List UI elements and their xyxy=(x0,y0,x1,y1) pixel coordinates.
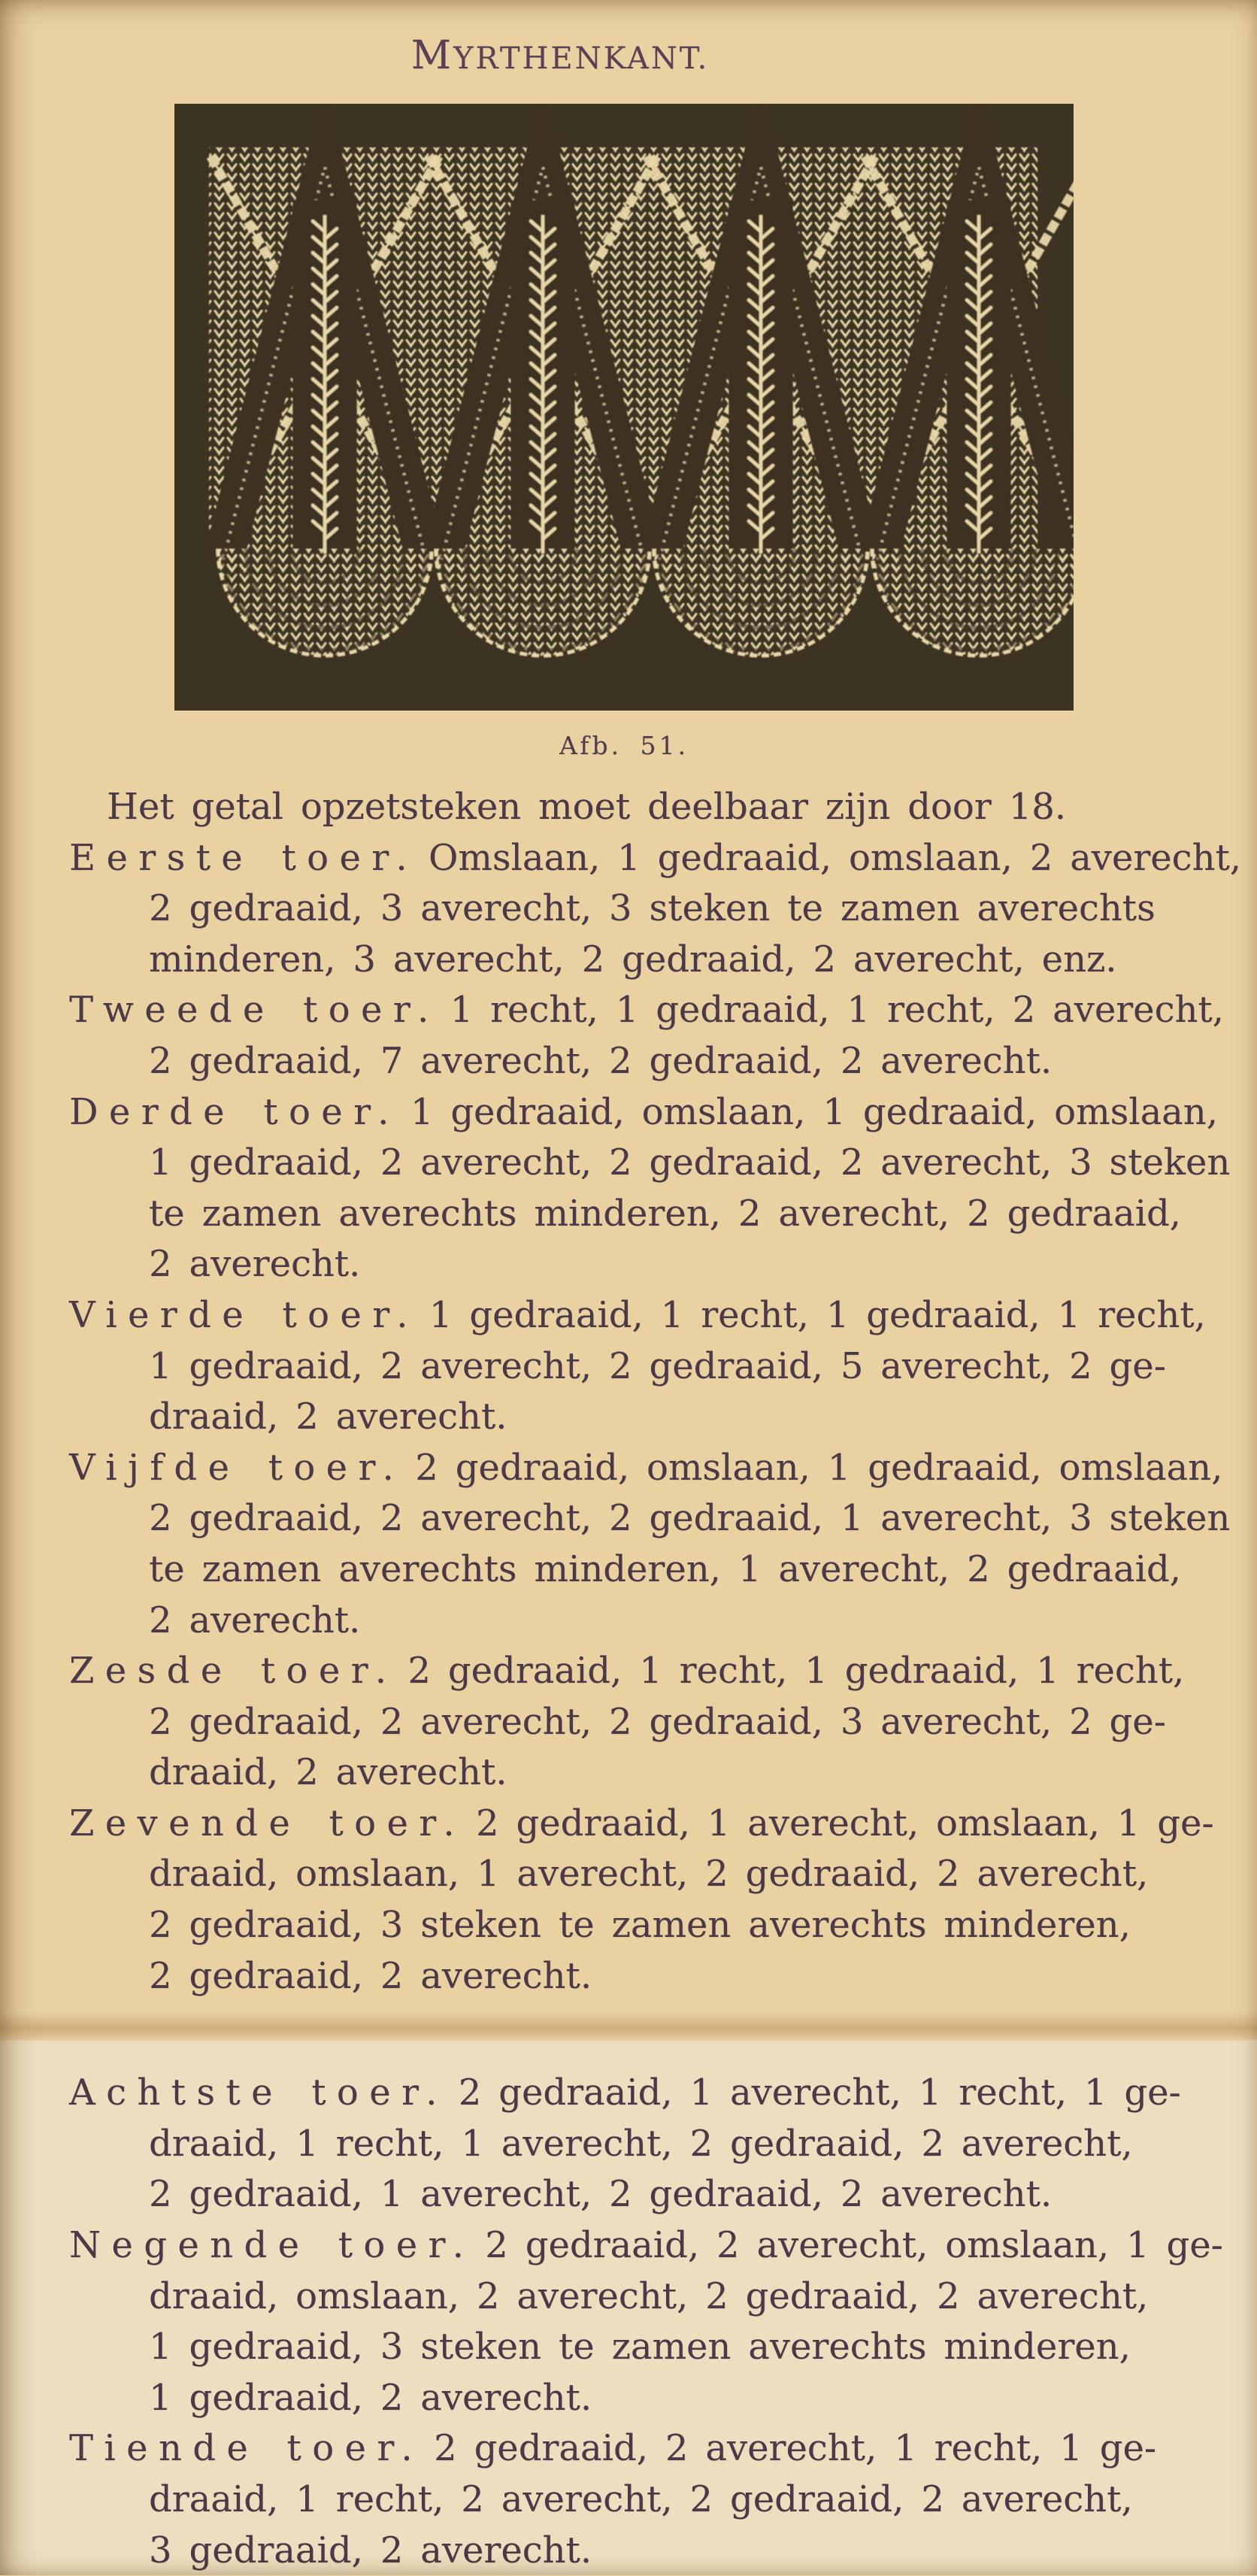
round-line: 3 gedraaid, 2 averecht. xyxy=(149,2529,592,2571)
toer-heading: Zesde toer. xyxy=(69,1650,398,1693)
round-line: draaid, 2 averecht. xyxy=(149,1751,507,1794)
rounds-container xyxy=(69,833,1242,2576)
round-line: 2 gedraaid, 2 averecht, 2 gedraaid, 1 averecht, 3 steken xyxy=(149,1497,1231,1540)
round-line: 2 gedraaid, 7 averecht, 2 gedraaid, 2 averecht. xyxy=(149,1039,1053,1082)
figure-caption: Afb. 51. xyxy=(559,731,689,760)
round-line: Tweede toer. 1 recht, 1 gedraaid, 1 recht, 2 averecht, xyxy=(69,989,1224,1032)
page-title: MYRTHENKANT. xyxy=(410,33,710,78)
toer-heading: Vierde toer. xyxy=(69,1293,419,1336)
round-paragraph xyxy=(69,985,1224,1086)
round-line: Tiende toer. 2 gedraaid, 2 averecht, 1 recht, 1 ge- xyxy=(69,2427,1157,2470)
round-line: Negende toer. 2 gedraaid, 2 averecht, omslaan, 1 ge- xyxy=(69,2224,1223,2267)
round-line: draaid, omslaan, 2 averecht, 2 gedraaid, 2 averecht, xyxy=(149,2274,1149,2317)
round-line: te zamen averechts minderen, 1 averecht, 2 gedraaid, xyxy=(149,1547,1181,1590)
pattern-instructions xyxy=(69,782,1242,2576)
toer-heading: Vijfde toer. xyxy=(69,1446,405,1489)
round-line: te zamen averechts minderen, 2 averecht, 2 gedraaid, xyxy=(149,1192,1181,1235)
round-paragraph xyxy=(69,2423,1218,2576)
round-line: 1 gedraaid, 2 averecht, 2 gedraaid, 5 averecht, 2 ge- xyxy=(149,1344,1166,1387)
round-paragraph xyxy=(69,1646,1218,1799)
round-line: 2 averecht. xyxy=(149,1599,361,1641)
round-paragraph xyxy=(69,2068,1218,2220)
round-line: draaid, 1 recht, 1 averecht, 2 gedraaid, 2 averecht, xyxy=(149,2122,1133,2165)
toer-heading: Tweede toer. xyxy=(69,989,440,1032)
toer-heading: Negende toer. xyxy=(69,2224,475,2267)
toer-heading: Zevende toer. xyxy=(69,1802,465,1844)
toer-heading: Derde toer. xyxy=(69,1090,400,1133)
toer-heading: Tiende toer. xyxy=(69,2427,424,2470)
round-line: Zevende toer. 2 gedraaid, 1 averecht, omslaan, 1 ge- xyxy=(69,1802,1214,1844)
round-line: 2 gedraaid, 2 averecht. xyxy=(149,1954,592,1997)
intro-line: Het getal opzetsteken moet deelbaar zijn door 18. xyxy=(107,786,1067,828)
round-line: draaid, omslaan, 1 averecht, 2 gedraaid, 2 averecht, xyxy=(149,1853,1149,1896)
round-line: 2 gedraaid, 2 averecht, 2 gedraaid, 3 averecht, 2 ge- xyxy=(149,1700,1166,1743)
round-line: 1 gedraaid, 2 averecht, 2 gedraaid, 2 averecht, 3 steken xyxy=(149,1141,1231,1184)
round-line: Derde toer. 1 gedraaid, omslaan, 1 gedraaid, omslaan, xyxy=(69,1090,1218,1133)
round-line: Zesde toer. 2 gedraaid, 1 recht, 1 gedraaid, 1 recht, xyxy=(69,1650,1185,1693)
round-paragraph xyxy=(69,2220,1223,2423)
round-paragraph xyxy=(69,1087,1231,1290)
round-line: Vierde toer. 1 gedraaid, 1 recht, 1 gedraaid, 1 recht, xyxy=(69,1293,1206,1336)
round-paragraph xyxy=(69,1443,1231,1646)
toer-heading: Achtste toer. xyxy=(69,2071,448,2114)
round-line: 1 gedraaid, 2 averecht. xyxy=(149,2376,592,2419)
round-line: minderen, 3 averecht, 2 gedraaid, 2 averecht, enz. xyxy=(149,938,1117,980)
round-line: draaid, 1 recht, 2 averecht, 2 gedraaid, 2 averecht, xyxy=(149,2478,1133,2520)
round-paragraph xyxy=(69,1799,1218,2002)
round-line: 2 gedraaid, 3 averecht, 3 steken te zamen averechts xyxy=(149,887,1156,930)
round-line: 1 gedraaid, 3 steken te zamen averechts minderen, xyxy=(149,2326,1131,2368)
round-line: 2 gedraaid, 3 steken te zamen averechts minderen, xyxy=(149,1904,1131,1947)
round-paragraph xyxy=(69,833,1242,986)
round-line: Eerste toer. Omslaan, 1 gedraaid, omslaan, 2 averecht, xyxy=(69,836,1242,879)
round-line: 2 averecht. xyxy=(149,1243,361,1286)
toer-heading: Eerste toer. xyxy=(69,836,418,879)
pattern-photo xyxy=(174,104,1074,711)
round-line: Achtste toer. 2 gedraaid, 1 averecht, 1 recht, 1 ge- xyxy=(69,2071,1181,2114)
round-line: Vijfde toer. 2 gedraaid, omslaan, 1 gedraaid, omslaan, xyxy=(69,1446,1223,1489)
round-line: 2 gedraaid, 1 averecht, 2 gedraaid, 2 averecht. xyxy=(149,2173,1053,2216)
lace-photo-svg xyxy=(174,104,1074,711)
round-paragraph xyxy=(69,1290,1218,1443)
round-line: draaid, 2 averecht. xyxy=(149,1396,507,1438)
